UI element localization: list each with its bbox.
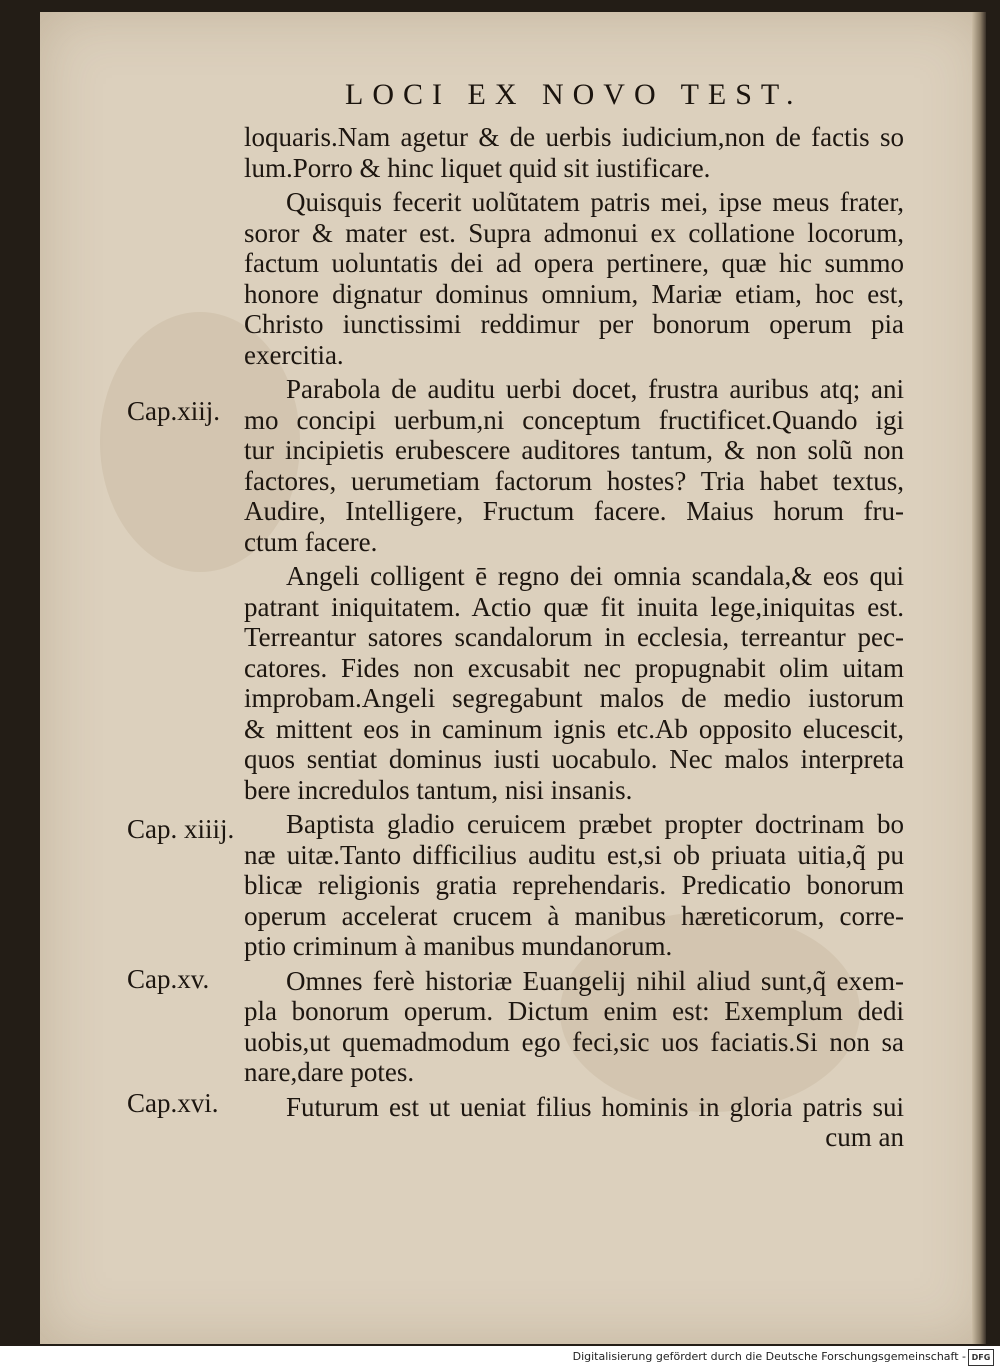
text-line: næ uitæ.Tanto difficilius auditu est,si ob priuata uitia,q̃ pu (244, 839, 904, 870)
text-line: & mittent eos in caminum ignis etc.Ab opposito elucescit, (244, 713, 904, 744)
text-line: soror & mater est. Supra admonui ex collatione locorum, (244, 217, 904, 248)
text-line: Quisquis fecerit uolũtatem patris mei, ipse meus frater, (286, 187, 904, 217)
margin-note-cap-15: Cap.xv. (127, 964, 210, 994)
text-line: loquaris.Nam agetur & de uerbis iudicium,non de factis so (244, 122, 904, 152)
text-line: factores, uerumetiam factorum hostes? Tria habet textus, (244, 465, 904, 496)
text-line: uobis,ut quemadmodum ego feci,sic uos faciatis.Si non sa (244, 1026, 904, 1057)
text-line: catores. Fides non excusabit nec propugnabit olim uitam (244, 652, 904, 683)
paragraph (244, 1092, 904, 1153)
text-line: tur incipietis erubescere auditores tantum, & non solũ non (244, 435, 904, 465)
text-line: Audire, Intelligere, Fructum facere. Maius horum fru- (244, 496, 904, 526)
text-line: improbam.Angeli segregabunt malos de medio iustorum (244, 683, 904, 713)
paragraph (244, 187, 904, 370)
text-line: exercitia. (244, 339, 344, 370)
running-head: LOCI EX NOVO TEST. (345, 78, 803, 111)
catchword: cum an (825, 1122, 904, 1152)
text-line: honore dignatur dominus omnium, Mariæ etiam, hoc est, (244, 278, 904, 309)
text-line: Terreantur satores scandalorum in ecclesia, terreantur pec- (244, 622, 904, 652)
paragraph (244, 561, 904, 805)
footer-credit: Digitalisierung gefördert durch die Deutsche Forschungsgemeinschaft - (572, 1350, 966, 1363)
text-line: Futurum est ut ueniat filius hominis in gloria patris sui (286, 1091, 904, 1122)
text-line: bere incredulos tantum, nisi insanis. (244, 774, 633, 805)
paragraph (244, 809, 904, 962)
body-text (244, 122, 904, 1153)
paragraph (244, 122, 904, 183)
footer-bar (0, 1346, 1000, 1368)
page-edge (972, 12, 986, 1344)
text-line: Angeli colligent ē regno dei omnia scandala,& eos qui (286, 561, 904, 591)
text-line: Parabola de auditu uerbi docet, frustra auribus atq; ani (286, 374, 904, 404)
dfg-logo-icon: DFG (968, 1349, 994, 1366)
text-line: pla bonorum operum. Dictum enim est: Exemplum dedi (244, 996, 904, 1026)
text-line: Baptista gladio ceruicem præbet propter doctrinam bo (286, 809, 904, 839)
text-line: blicæ religionis gratia reprehendaris. Predicatio bonorum (244, 870, 904, 900)
margin-note-cap-16: Cap.xvi. (127, 1088, 219, 1118)
text-line: Omnes ferè historiæ Euangelij nihil aliud sunt,q̃ exem- (286, 965, 904, 996)
text-line: ptio criminum à manibus mundanorum. (244, 931, 673, 961)
text-line: mo concipi uerbum,ni conceptum fructificet.Quando igi (244, 404, 904, 435)
text-line: lum.Porro & hinc liquet quid sit iustificare. (244, 152, 711, 183)
paragraph (244, 966, 904, 1088)
text-line: quos sentiat dominus iusti uocabulo. Nec malos interpreta (244, 744, 904, 774)
text-line: ctum facere. (244, 526, 378, 557)
text-line: operum accelerat crucem à manibus hæreticorum, corre- (244, 900, 904, 931)
paragraph (244, 374, 904, 557)
text-line: nare,dare potes. (244, 1057, 415, 1087)
text-line: Christo iunctissimi reddimur per bonorum operum pia (244, 309, 904, 339)
text-line: factum uoluntatis dei ad opera pertinere, quæ hic summo (244, 248, 904, 278)
text-line: patrant iniquitatem. Actio quæ fit inuita lege,iniquitas est. (244, 591, 904, 622)
margin-note-cap-13: Cap.xiij. (127, 396, 220, 426)
margin-note-cap-14: Cap. xiiij. (127, 814, 235, 844)
